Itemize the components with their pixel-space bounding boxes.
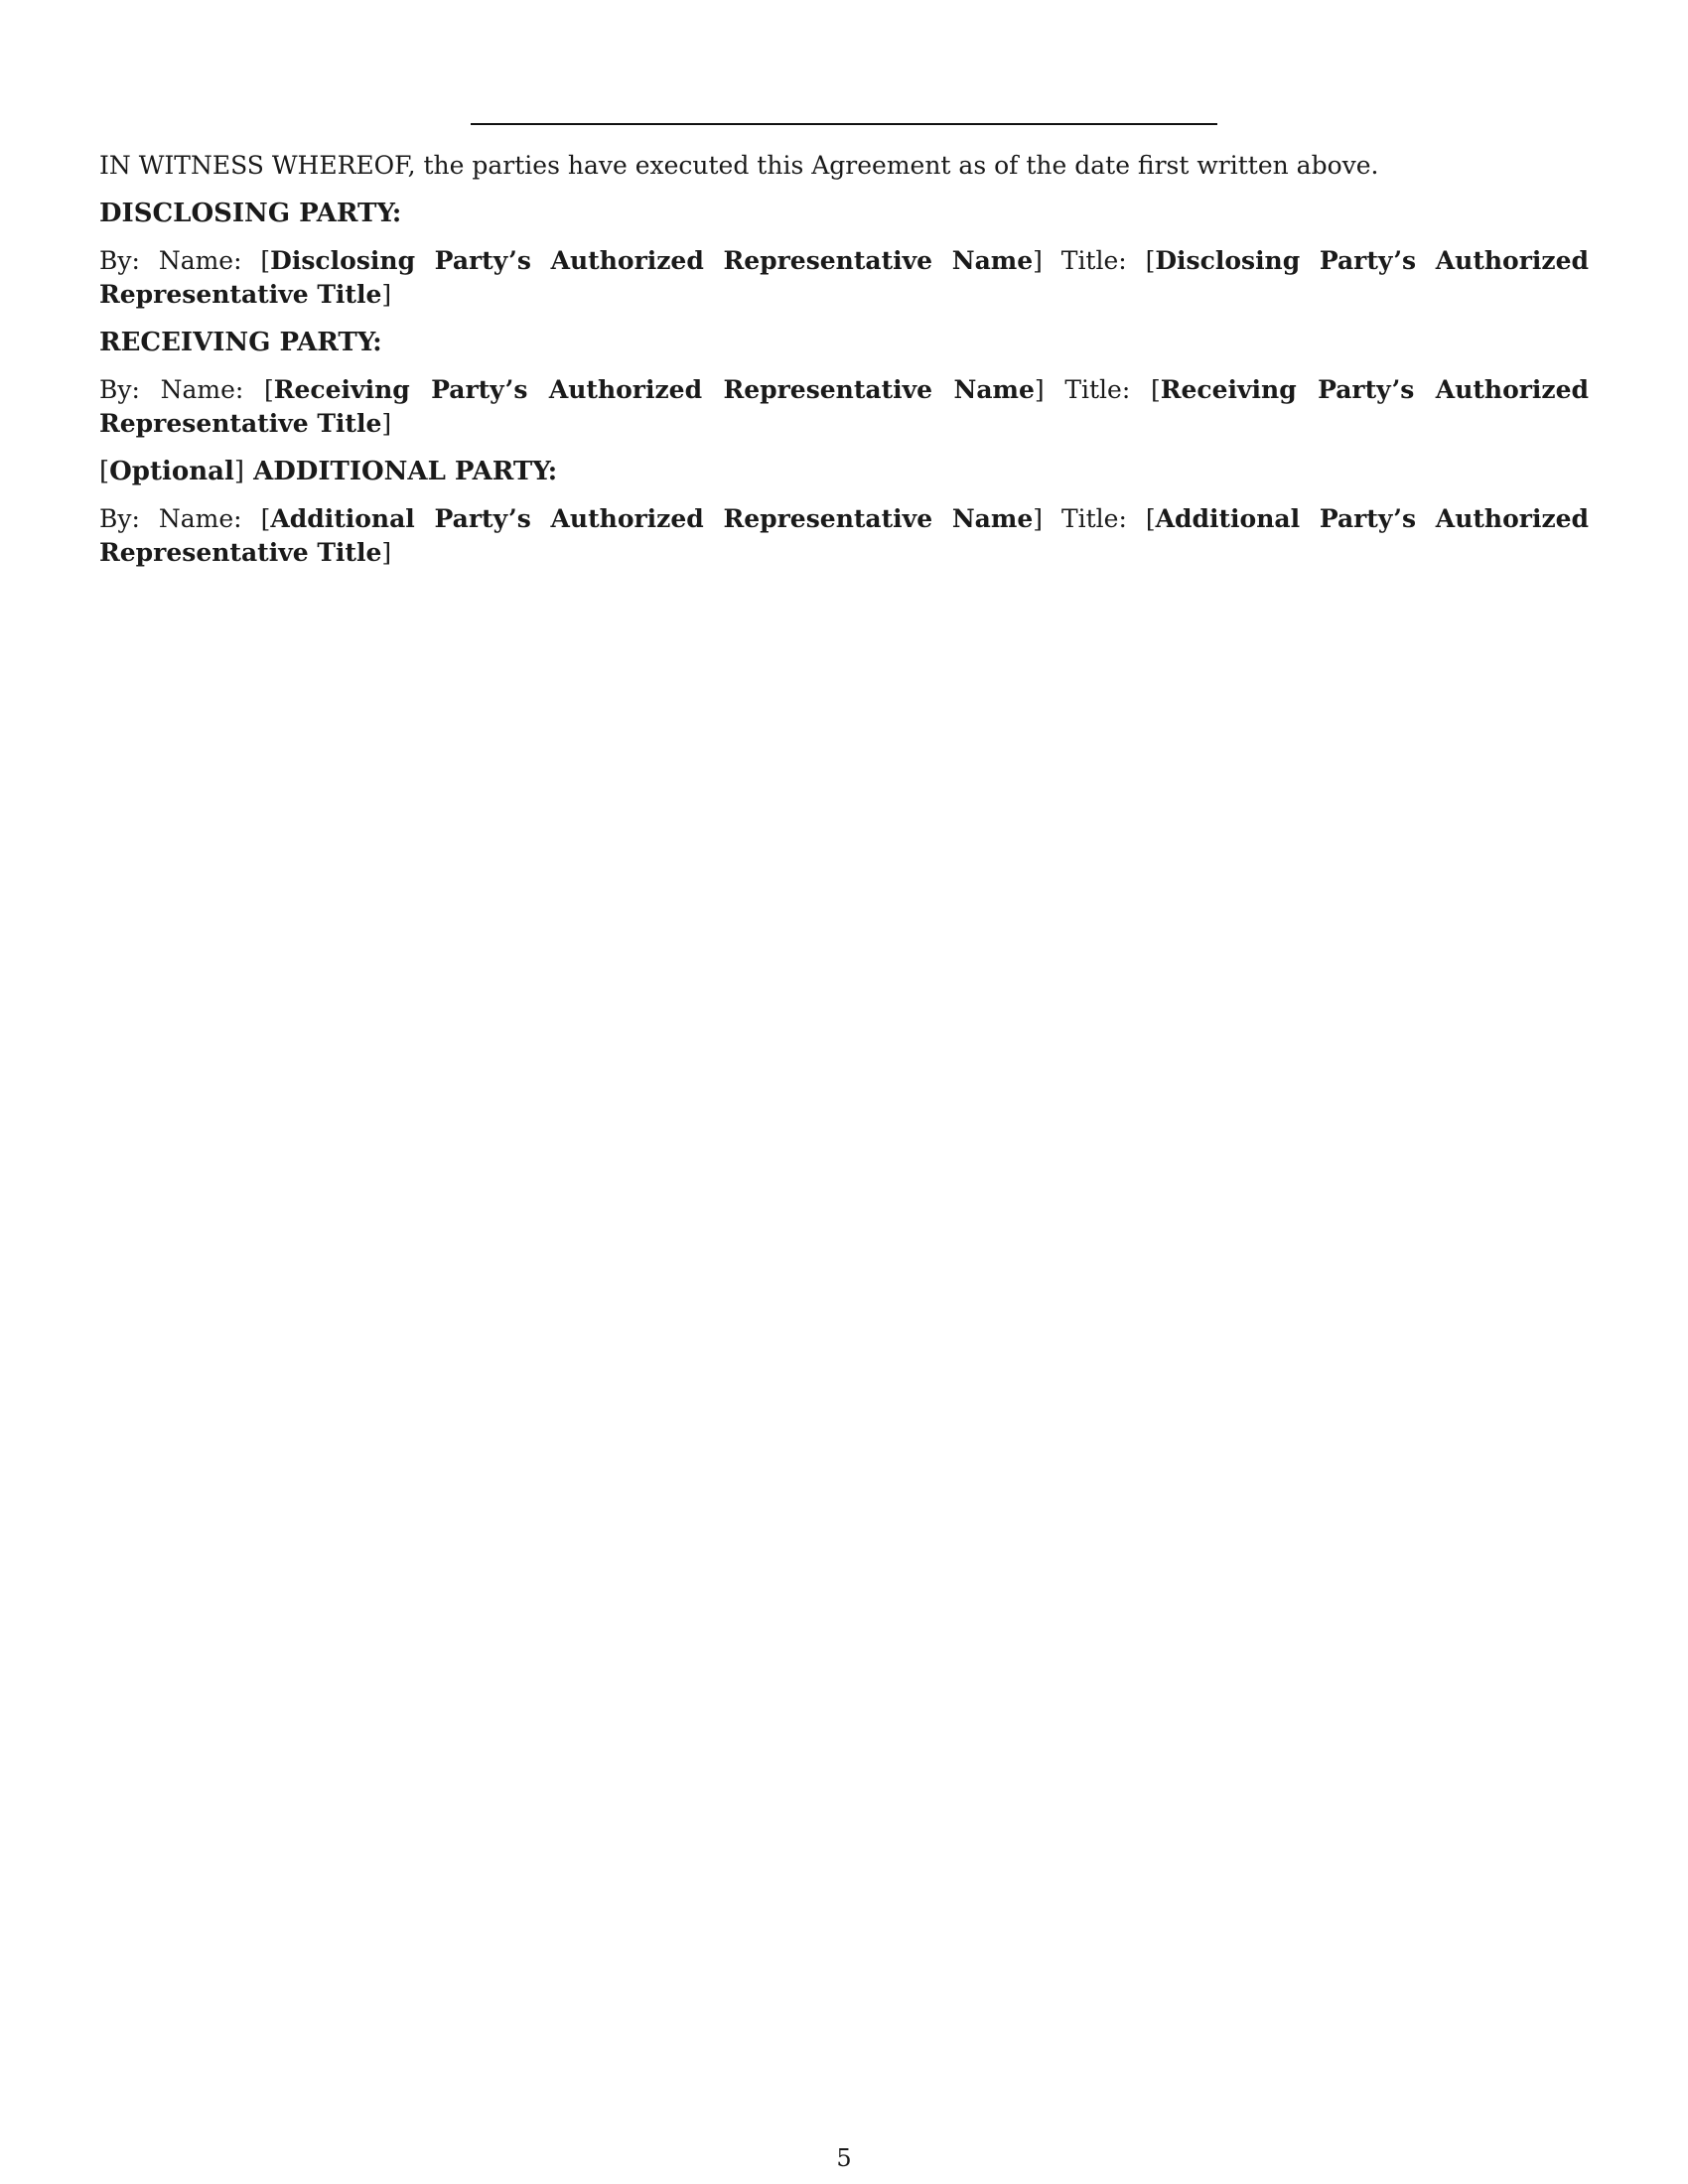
optional-marker: Optional bbox=[109, 457, 234, 486]
representative-title-placeholder: Additional Party’s Authorized Representative Title bbox=[99, 504, 1590, 567]
representative-name-placeholder: Receiving Party’s Authorized Representative Name bbox=[273, 375, 1035, 404]
representative-name-placeholder: Disclosing Party’s Authorized Representative Name bbox=[270, 246, 1034, 275]
signature-page-body bbox=[99, 149, 1589, 584]
disclosing-party-block bbox=[99, 197, 1589, 312]
receiving-party-heading: RECEIVING PARTY: bbox=[99, 328, 382, 357]
top-divider-rule bbox=[471, 123, 1217, 125]
additional-party-heading-text: ADDITIONAL PARTY: bbox=[253, 457, 558, 486]
title-label: Title: bbox=[1064, 375, 1131, 404]
name-label: Name: bbox=[160, 375, 244, 404]
by-label: By: bbox=[99, 375, 140, 404]
additional-party-heading: [Optional] ADDITIONAL PARTY: bbox=[99, 457, 558, 486]
representative-name-placeholder: Additional Party’s Authorized Representative Name bbox=[270, 504, 1034, 533]
additional-party-signature-line: By: Name: [Additional Party’s Authorized Representative Name] Title: [Additional Party’s Authorized Representative Title] bbox=[99, 504, 1590, 567]
title-label: Title: bbox=[1060, 246, 1127, 275]
name-label: Name: bbox=[158, 504, 242, 533]
by-label: By: bbox=[99, 246, 140, 275]
representative-title-placeholder: Disclosing Party’s Authorized Representative Title bbox=[99, 246, 1589, 309]
receiving-party-block bbox=[99, 326, 1589, 441]
title-label: Title: bbox=[1060, 504, 1127, 533]
receiving-party-signature-line: By: Name: [Receiving Party’s Authorized Representative Name] Title: [Receiving Party’s Authorized Representative Title] bbox=[99, 375, 1590, 438]
page-number: 5 bbox=[836, 2144, 852, 2172]
name-label: Name: bbox=[158, 246, 242, 275]
disclosing-party-heading: DISCLOSING PARTY: bbox=[99, 199, 402, 228]
by-label: By: bbox=[99, 504, 140, 533]
representative-title-placeholder: Receiving Party’s Authorized Representative Title bbox=[99, 375, 1590, 438]
disclosing-party-signature-line: By: Name: [Disclosing Party’s Authorized Representative Name] Title: [Disclosing Party’s Authorized Representative Title] bbox=[99, 246, 1589, 309]
additional-party-block bbox=[99, 455, 1589, 570]
witness-statement: IN WITNESS WHEREOF, the parties have executed this Agreement as of the date first written above. bbox=[99, 151, 1379, 180]
